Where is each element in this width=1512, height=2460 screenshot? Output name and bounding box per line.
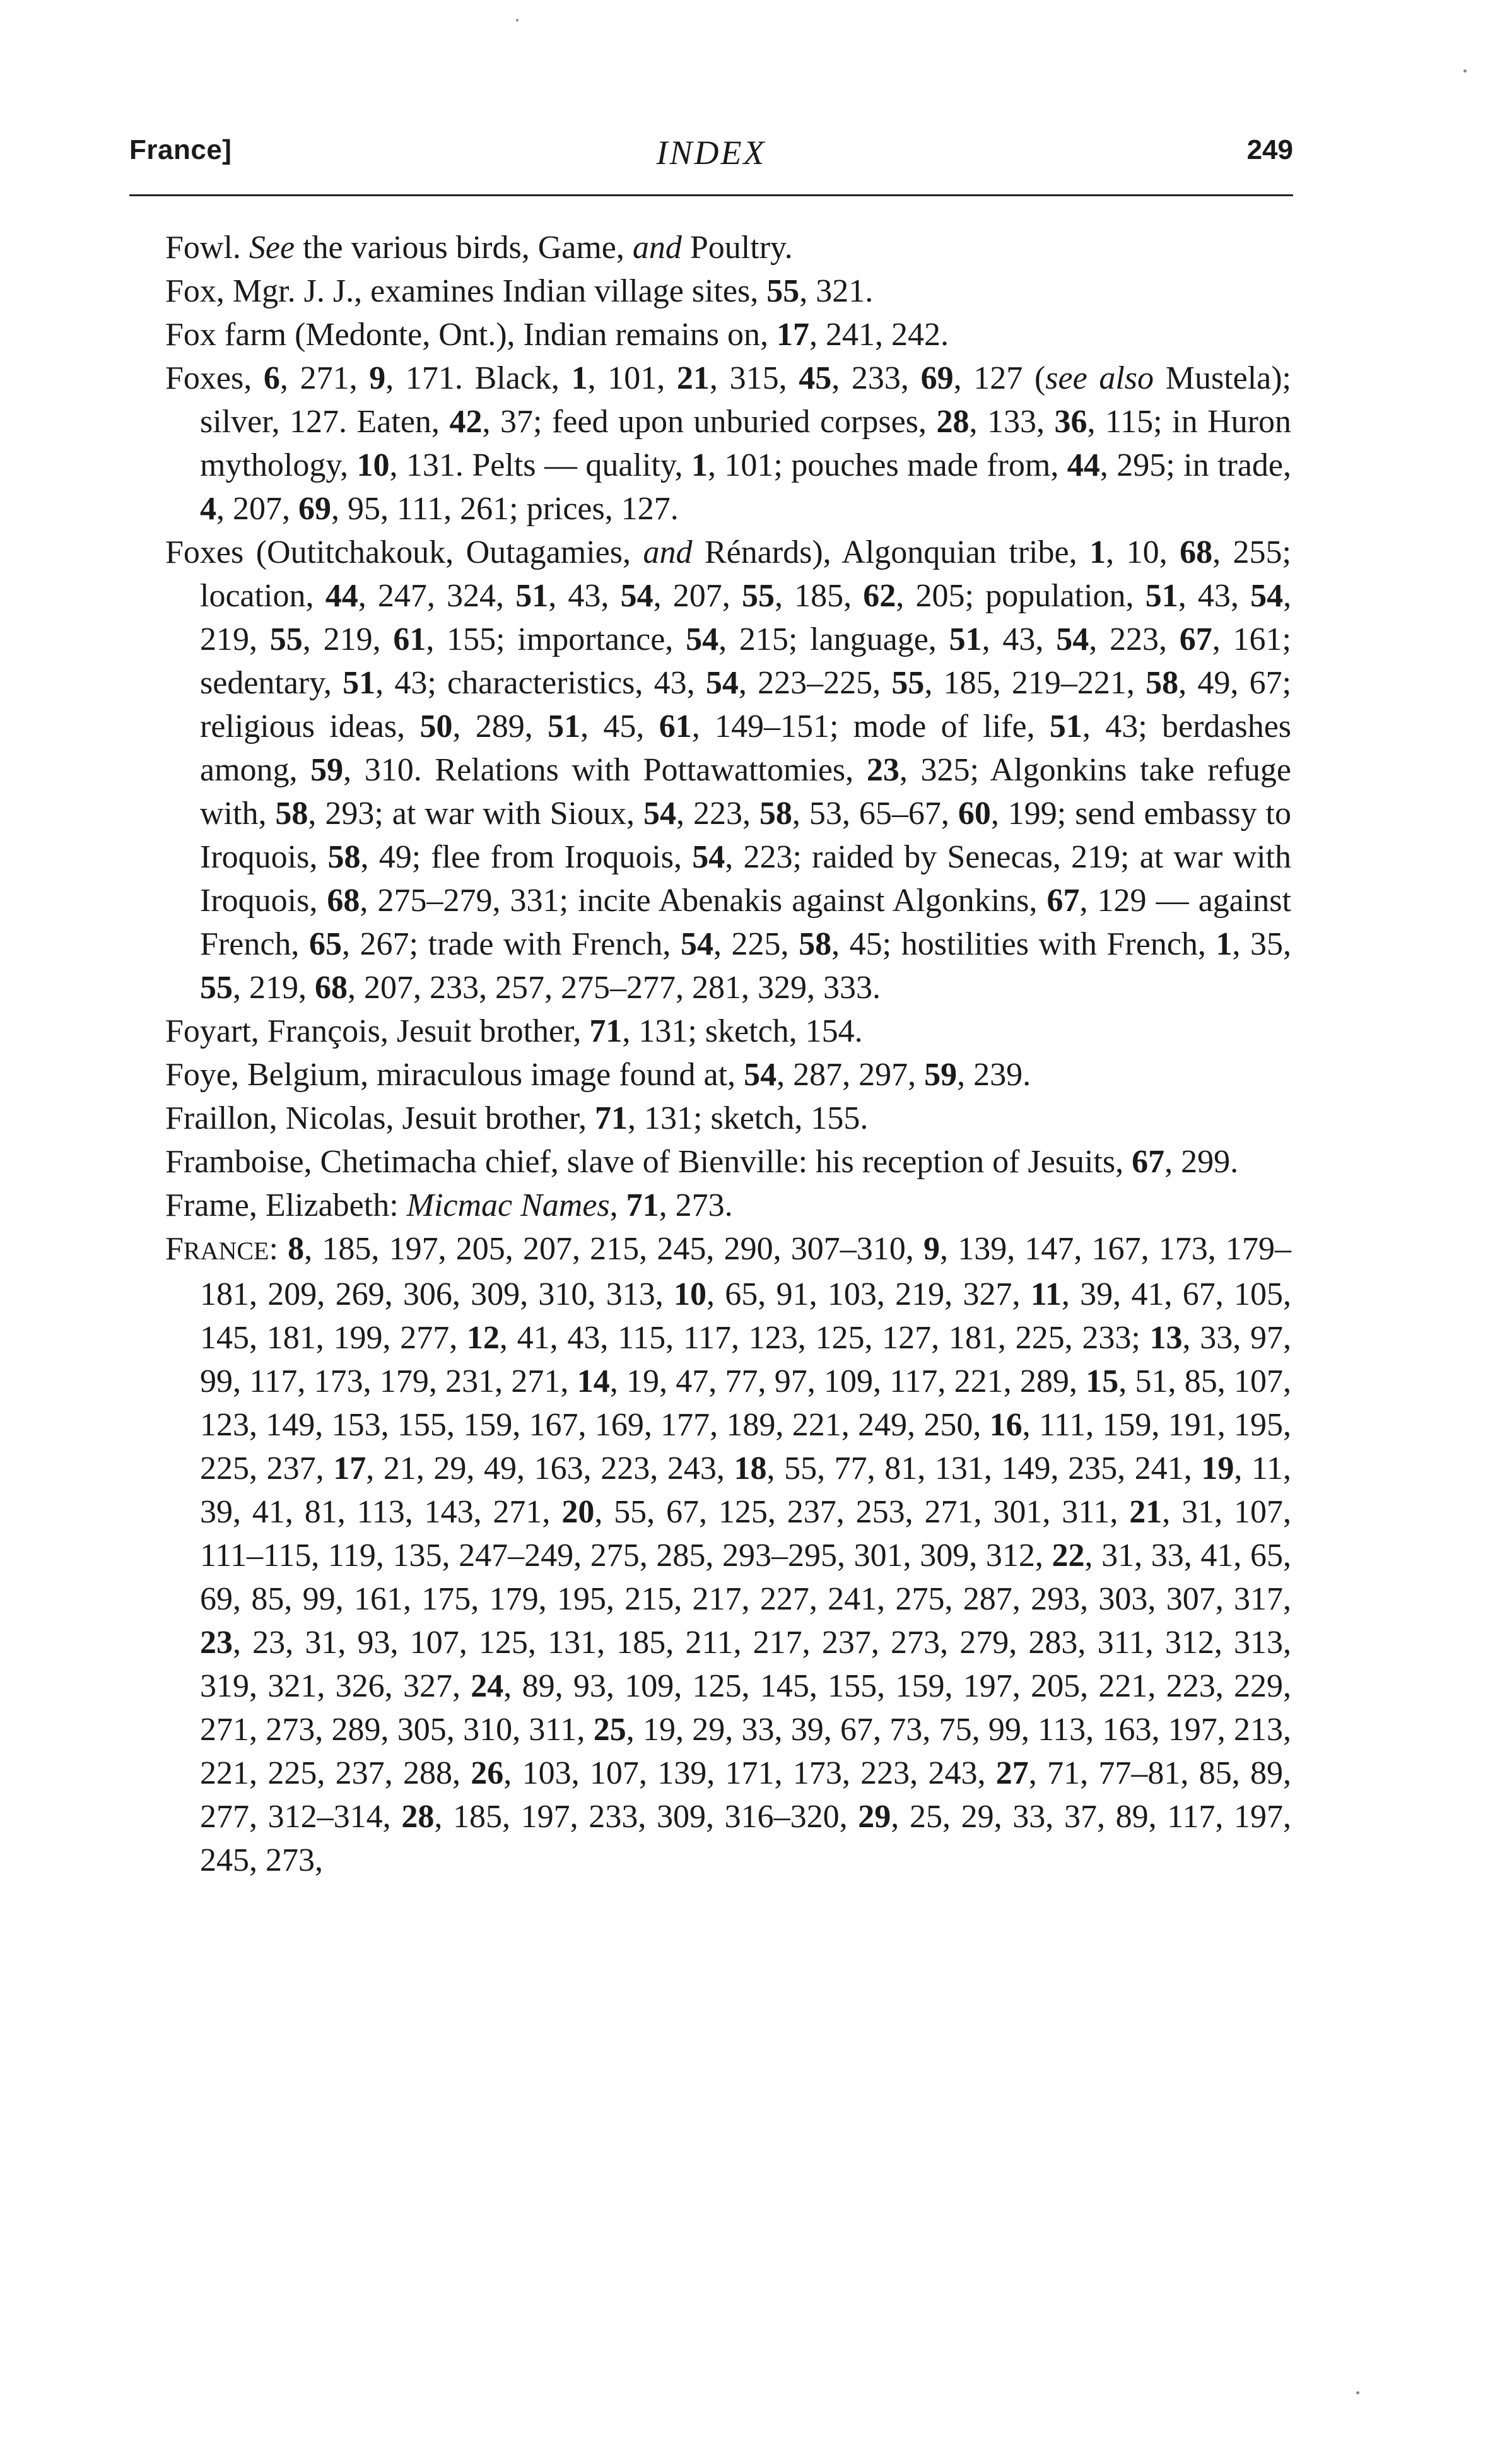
header-rule bbox=[129, 194, 1293, 196]
running-header bbox=[129, 129, 1293, 186]
index-entry: Fox farm (Medonte, Ont.), Indian remains on, 17, 241, 242. bbox=[165, 317, 949, 353]
paper-speck bbox=[1463, 69, 1467, 73]
index-body bbox=[165, 226, 1291, 1882]
index-entry: Foyart, François, Jesuit brother, 71, 131; sketch, 154. bbox=[165, 1013, 863, 1049]
section-label: France] bbox=[129, 134, 232, 165]
index-entry: Foye, Belgium, miraculous image found at, 54, 287, 297, 59, 239. bbox=[165, 1057, 1031, 1093]
index-entry: Fox, Mgr. J. J., examines Indian village sites, 55, 321. bbox=[165, 273, 874, 309]
index-entry: Foxes (Outitchakouk, Outagamies, and Rénards), Algonquian tribe, 1, 10, 68, 255; location, 44, 247, 324, 51, 43, 54, 207, 55, 185, 62, 205; population, 51, 43, 54, 219, 55, 219, 61, 155; importance, 54, 215; language, 51, 43, 54, 223, 67, 161; sedentary, 51, 43; characteristics, 43, 54, 223–225, 55, 185, 219–221, 58, 49, 67; religious ideas, 50, 289, 51, 45, 61, 149–151; mode of life, 51, 43; berdashes among, 59, 310. Relations with Pottawattomies, 23, 325; Algonkins take refuge with, 58, 293; at war with Sioux, 54, 223, 58, 53, 65–67, 60, 199; send embassy to Iroquois, 58, 49; flee from Iroquois, 54, 223; raided by Senecas, 219; at war with Iroquois, 68, 275–279, 331; incite Abenakis against Algonkins, 67, 129 — against French, 65, 267; trade with French, 54, 225, 58, 45; hostilities with French, 1, 35, 55, 219, 68, 207, 233, 257, 275–277, 281, 329, 333. bbox=[165, 534, 1292, 1006]
index-entry: Fraillon, Nicolas, Jesuit brother, 71, 131; sketch, 155. bbox=[165, 1100, 869, 1136]
paper-speck bbox=[1356, 2391, 1359, 2394]
index-entry: Fowl. See the various birds, Game, and Poultry. bbox=[165, 230, 793, 266]
index-entry: Framboise, Chetimacha chief, slave of Bienville: his reception of Jesuits, 67, 299. bbox=[165, 1144, 1239, 1180]
paper-speck bbox=[516, 19, 519, 21]
page-title: INDEX bbox=[656, 134, 766, 172]
index-entry: FRANCE: 8, 185, 197, 205, 207, 215, 245, 290, 307–310, 9, 139, 147, 167, 173, 179–181, 209, 269, 306, 309, 310, 313, 10, 65, 91, 103, 219, 327, 11, 39, 41, 67, 105, 145, 181, 199, 277, 12, 41, 43, 115, 117, 123, 125, 127, 181, 225, 233; 13, 33, 97, 99, 117, 173, 179, 231, 271, 14, 19, 47, 77, 97, 109, 117, 221, 289, 15, 51, 85, 107, 123, 149, 153, 155, 159, 167, 169, 177, 189, 221, 249, 250, 16, 111, 159, 191, 195, 225, 237, 17, 21, 29, 49, 163, 223, 243, 18, 55, 77, 81, 131, 149, 235, 241, 19, 11, 39, 41, 81, 113, 143, 271, 20, 55, 67, 125, 237, 253, 271, 301, 311, 21, 31, 107, 111–115, 119, 135, 247–249, 275, 285, 293–295, 301, 309, 312, 22, 31, 33, 41, 65, 69, 85, 99, 161, 175, 179, 195, 215, 217, 227, 241, 275, 287, 293, 303, 307, 317, 23, 23, 31, 93, 107, 125, 131, 185, 211, 217, 237, 273, 279, 283, 311, 312, 313, 319, 321, 326, 327, 24, 89, 93, 109, 125, 145, 155, 159, 197, 205, 221, 223, 229, 271, 273, 289, 305, 310, 311, 25, 19, 29, 33, 39, 67, 73, 75, 99, 113, 163, 197, 213, 221, 225, 237, 288, 26, 103, 107, 139, 171, 173, 223, 243, 27, 71, 77–81, 85, 89, 277, 312–314, 28, 185, 197, 233, 309, 316–320, 29, 25, 29, 33, 37, 89, 117, 197, 245, 273, bbox=[165, 1231, 1292, 1878]
page-number: 249 bbox=[1246, 134, 1293, 165]
index-entry: Frame, Elizabeth: Micmac Names, 71, 273. bbox=[165, 1187, 733, 1223]
index-entry: Foxes, 6, 271, 9, 171. Black, 1, 101, 21, 315, 45, 233, 69, 127 (see also Mustela); silver, 127. Eaten, 42, 37; feed upon unburied corpses, 28, 133, 36, 115; in Huron mythology, 10, 131. Pelts — quality, 1, 101; pouches made from, 44, 295; in trade, 4, 207, 69, 95, 111, 261; prices, 127. bbox=[165, 360, 1292, 527]
